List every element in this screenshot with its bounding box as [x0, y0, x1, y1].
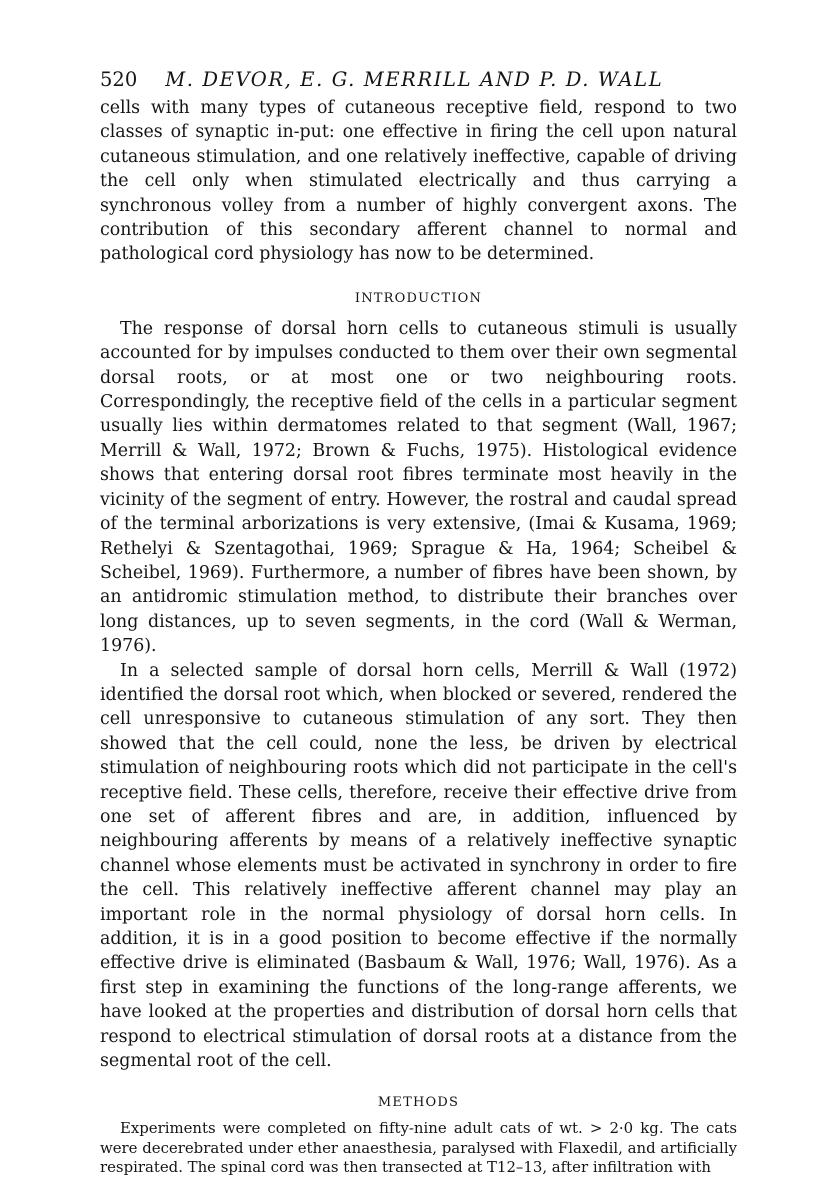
- introduction-paragraph-1: The response of dorsal horn cells to cutaneous stimuli is usually accounted for by impulses conducted to them over their own segmental dorsal roots, or at most one or two neighbouring roots. Correspondingly, the receptive field of the cells in a particular segment usually lies within dermatomes related to that segment (Wall, 1967; Merrill & Wall, 1972; Brown & Fuchs, 1975). Histological evidence shows that entering dorsal root fibres terminate most heavily in the vicinity of the segment of entry. However, the rostral and caudal spread of the terminal arborizations is very extensive, (Imai & Kusama, 1969; Rethelyi & Szentagothai, 1969; Sprague & Ha, 1964; Scheibel & Scheibel, 1969). Furthermore, a number of fibres have been shown, by an antidromic stimulation method, to distribute their branches over long distances, up to seven segments, in the cord (Wall & Werman, 1976).: [100, 318, 737, 657]
- running-head: [100, 68, 737, 92]
- methods-heading: METHODS: [377, 1095, 460, 1111]
- introduction-paragraph-2: In a selected sample of dorsal horn cells, Merrill & Wall (1972) identified the dorsal root which, when blocked or severed, rendered the cell unresponsive to cutaneous stimulation of any sort. They then showed that the cell could, none the less, be driven by electrical stimulation of neighbouring roots which did not participate in the cell's receptive field. These cells, therefore, receive their effective drive from one set of afferent fibres and are, in addition, influenced by neighbouring afferents by means of a relatively ineffective synaptic channel whose elements must be activated in synchrony in order to fire the cell. This relatively ineffective afferent channel may play an important role in the normal physiology of dorsal horn cells. In addition, it is in a good position to become effective if the normally effective drive is eliminated (Basbaum & Wall, 1976; Wall, 1976). As a first step in examining the functions of the long-range afferents, we have looked at the properties and distribution of dorsal horn cells that respond to electrical stimulation of dorsal roots at a distance from the segmental root of the cell.: [100, 660, 737, 1072]
- page: [100, 68, 737, 1178]
- page-number: 520: [100, 68, 138, 91]
- running-head-authors: M. DEVOR, E. G. MERRILL AND P. D. WALL: [165, 68, 664, 91]
- introduction-heading: INTRODUCTION: [354, 290, 483, 306]
- summary-continuation: cells with many types of cutaneous receptive field, respond to two classes of synaptic in-put: one effective in firing the cell upon natural cutaneous stimulation, and one relatively ineffective, capable of driving the cell only when stimulated electrically and thus carrying a synchronous volley from a number of highly convergent axons. The contribution of this secondary afferent channel to normal and pathological cord physiology has now to be determined.: [100, 98, 737, 265]
- methods-paragraph: Experiments were completed on fifty-nine adult cats of wt. > 2·0 kg. The cats were decerebrated under ether anaesthesia, paralysed with Flaxedil, and artificially respirated. The spinal cord was then transected at T12–13, after infiltration with: [100, 1119, 737, 1177]
